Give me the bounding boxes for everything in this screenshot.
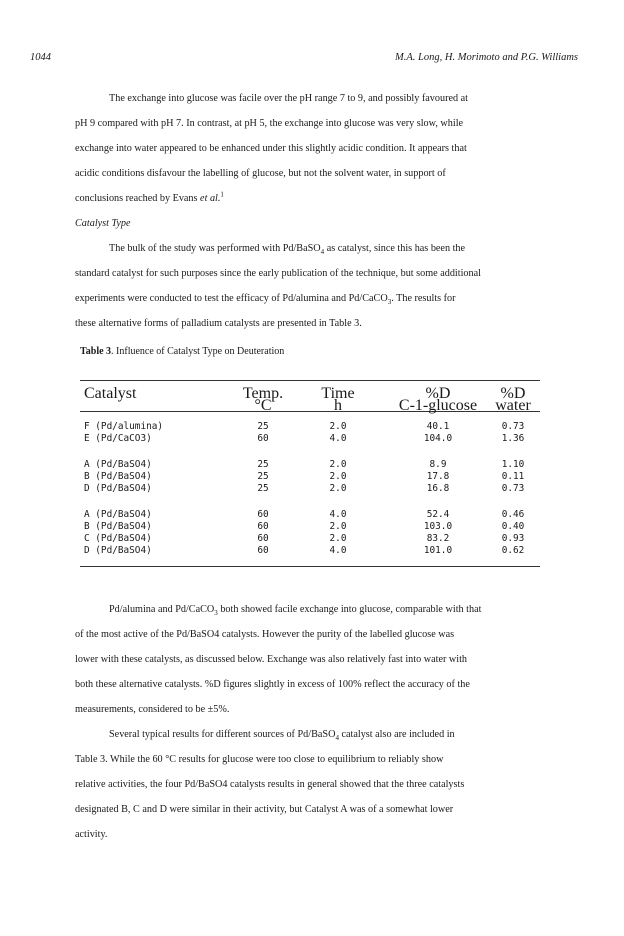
- paragraph-text: experiments were conducted to test the efficacy of Pd/alumina and Pd/CaCO: [75, 293, 388, 304]
- cell-temp: 25: [257, 471, 269, 482]
- paragraph-line: measurements, considered to be ±5%.: [75, 704, 230, 715]
- paragraph-text: Several typical results for different sources of Pd/BaSO: [109, 729, 336, 740]
- subscript: 3: [387, 298, 392, 307]
- cell-time: 2.0: [329, 421, 347, 432]
- cell-temp: 60: [257, 545, 269, 556]
- cell-temp: 60: [257, 533, 269, 544]
- subscript: 3: [214, 609, 218, 618]
- cell-catalyst: A (Pd/BaSO4): [84, 509, 152, 520]
- paragraph-line: both these alternative catalysts. %D figures slightly in excess of 100% reflect the accuracy of the: [75, 679, 470, 690]
- paragraph-line: [75, 186, 545, 211]
- col-header-water: %D: [500, 385, 526, 402]
- body-text-bottom: [75, 597, 545, 847]
- citation-ref: 1: [220, 190, 224, 199]
- cell-water: 0.93: [501, 533, 525, 544]
- cell-catalyst: C (Pd/BaSO4): [84, 533, 152, 544]
- paragraph-text: catalyst also are included in: [338, 729, 455, 740]
- cell-glucose: 16.8: [426, 483, 450, 494]
- cell-catalyst: A (Pd/BaSO4): [84, 459, 152, 470]
- cell-time: 2.0: [329, 533, 347, 544]
- table-caption-label: Table 3: [80, 346, 112, 357]
- paragraph-line: [75, 236, 545, 261]
- cell-glucose: 17.8: [426, 471, 450, 482]
- paragraph-text: both showed facile exchange into glucose, comparable with that: [217, 604, 482, 615]
- paragraph-line: acidic conditions disfavour the labelling of glucose, but not the solvent water, in support of: [75, 168, 446, 179]
- cell-time: 4.0: [329, 433, 347, 444]
- cell-water: 0.40: [501, 521, 525, 532]
- paragraph-line: [75, 286, 545, 311]
- cell-water: 0.62: [501, 545, 525, 556]
- col-header-water-unit: water: [495, 397, 531, 414]
- paragraph-text: Pd/alumina and Pd/CaCO: [109, 604, 215, 615]
- cell-time: 4.0: [329, 545, 347, 556]
- paragraph-line: Table 3. While the 60 °C results for glucose were too close to equilibrium to reliably show: [75, 754, 444, 765]
- paragraph-line: activity.: [75, 829, 108, 840]
- cell-temp: 25: [257, 421, 269, 432]
- running-header: [30, 52, 578, 66]
- paragraph-line: [75, 597, 545, 622]
- paragraph-line: designated B, C and D were similar in their activity, but Catalyst A was of a somewhat lower: [75, 804, 454, 815]
- paragraph-line: pH 9 compared with pH 7. In contrast, at pH 5, the exchange into glucose was very slow, while: [75, 118, 464, 129]
- table-bottom-rule: [80, 566, 540, 567]
- et-al: et al.: [200, 193, 221, 204]
- paragraph-line: these alternative forms of palladium catalysts are presented in Table 3.: [75, 318, 362, 329]
- cell-time: 4.0: [329, 509, 347, 520]
- cell-time: 2.0: [329, 459, 347, 470]
- cell-temp: 25: [257, 483, 269, 494]
- cell-catalyst: D (Pd/BaSO4): [84, 545, 152, 556]
- cell-water: 1.10: [501, 459, 525, 470]
- col-header-catalyst: Catalyst: [84, 385, 137, 402]
- cell-time: 2.0: [329, 483, 347, 494]
- cell-glucose: 52.4: [426, 509, 450, 520]
- section-heading: Catalyst Type: [75, 218, 131, 229]
- cell-temp: 60: [257, 433, 269, 444]
- paragraph-line: The exchange into glucose was facile over the pH range 7 to 9, and possibly favoured at: [109, 93, 468, 104]
- body-text-top: [75, 86, 545, 336]
- paragraph-text: The bulk of the study was performed with Pd/BaSO: [109, 243, 321, 254]
- cell-water: 0.11: [501, 471, 525, 482]
- cell-glucose: 40.1: [426, 421, 450, 432]
- table-top-rule: [80, 380, 540, 381]
- col-header-temp-unit: °C: [254, 397, 272, 414]
- paragraph-line: exchange into water appeared to be enhanced under this slightly acidic condition. It appears that: [75, 143, 467, 154]
- cell-time: 2.0: [329, 471, 347, 482]
- col-header-temp: Temp.: [242, 385, 284, 402]
- col-header-glucose-unit: C-1-glucose: [398, 397, 478, 414]
- col-header-time: Time: [321, 385, 355, 402]
- paragraph-line: lower with these catalysts, as discussed below. Exchange was also relatively fast into water with: [75, 654, 468, 665]
- cell-catalyst: D (Pd/BaSO4): [84, 483, 152, 494]
- cell-glucose: 8.9: [429, 459, 447, 470]
- cell-glucose: 103.0: [423, 521, 453, 532]
- paragraph-line: of the most active of the Pd/BaSO4 catalysts. However the purity of the labelled glucose was: [75, 629, 455, 640]
- cell-glucose: 101.0: [423, 545, 453, 556]
- paragraph-line: relative activities, the four Pd/BaSO4 catalysts results in general showed that the three catalysts: [75, 779, 465, 790]
- page-number: 1044: [30, 52, 51, 63]
- paragraph-text: as catalyst, since this has been the: [324, 243, 466, 254]
- cell-catalyst: E (Pd/CaCO3): [84, 433, 152, 444]
- col-header-glucose: %D: [425, 385, 451, 402]
- paragraph-text: . The results for: [391, 293, 456, 304]
- cell-water: 0.73: [501, 421, 525, 432]
- cell-temp: 60: [257, 521, 269, 532]
- cell-temp: 25: [257, 459, 269, 470]
- cell-water: 0.46: [501, 509, 525, 520]
- cell-temp: 60: [257, 509, 269, 520]
- col-header-time-unit: h: [334, 397, 342, 414]
- cell-glucose: 83.2: [426, 533, 450, 544]
- cell-water: 1.36: [501, 433, 525, 444]
- cell-catalyst: F (Pd/alumina): [84, 421, 164, 432]
- cell-glucose: 104.0: [423, 433, 453, 444]
- paragraph-line: [75, 722, 545, 747]
- paragraph-line: standard catalyst for such purposes since the early publication of the technique, but some additional: [75, 268, 481, 279]
- cell-catalyst: B (Pd/BaSO4): [84, 521, 152, 532]
- running-header-authors: M.A. Long, H. Morimoto and P.G. Williams: [395, 52, 578, 63]
- cell-water: 0.73: [501, 483, 525, 494]
- cell-catalyst: B (Pd/BaSO4): [84, 471, 152, 482]
- subscript: 4: [335, 734, 339, 743]
- table-caption: [80, 346, 284, 357]
- cell-time: 2.0: [329, 521, 347, 532]
- paragraph-text: conclusions reached by Evans: [75, 193, 201, 204]
- subscript: 4: [320, 248, 325, 257]
- table-caption-text: . Influence of Catalyst Type on Deuteration: [111, 346, 285, 357]
